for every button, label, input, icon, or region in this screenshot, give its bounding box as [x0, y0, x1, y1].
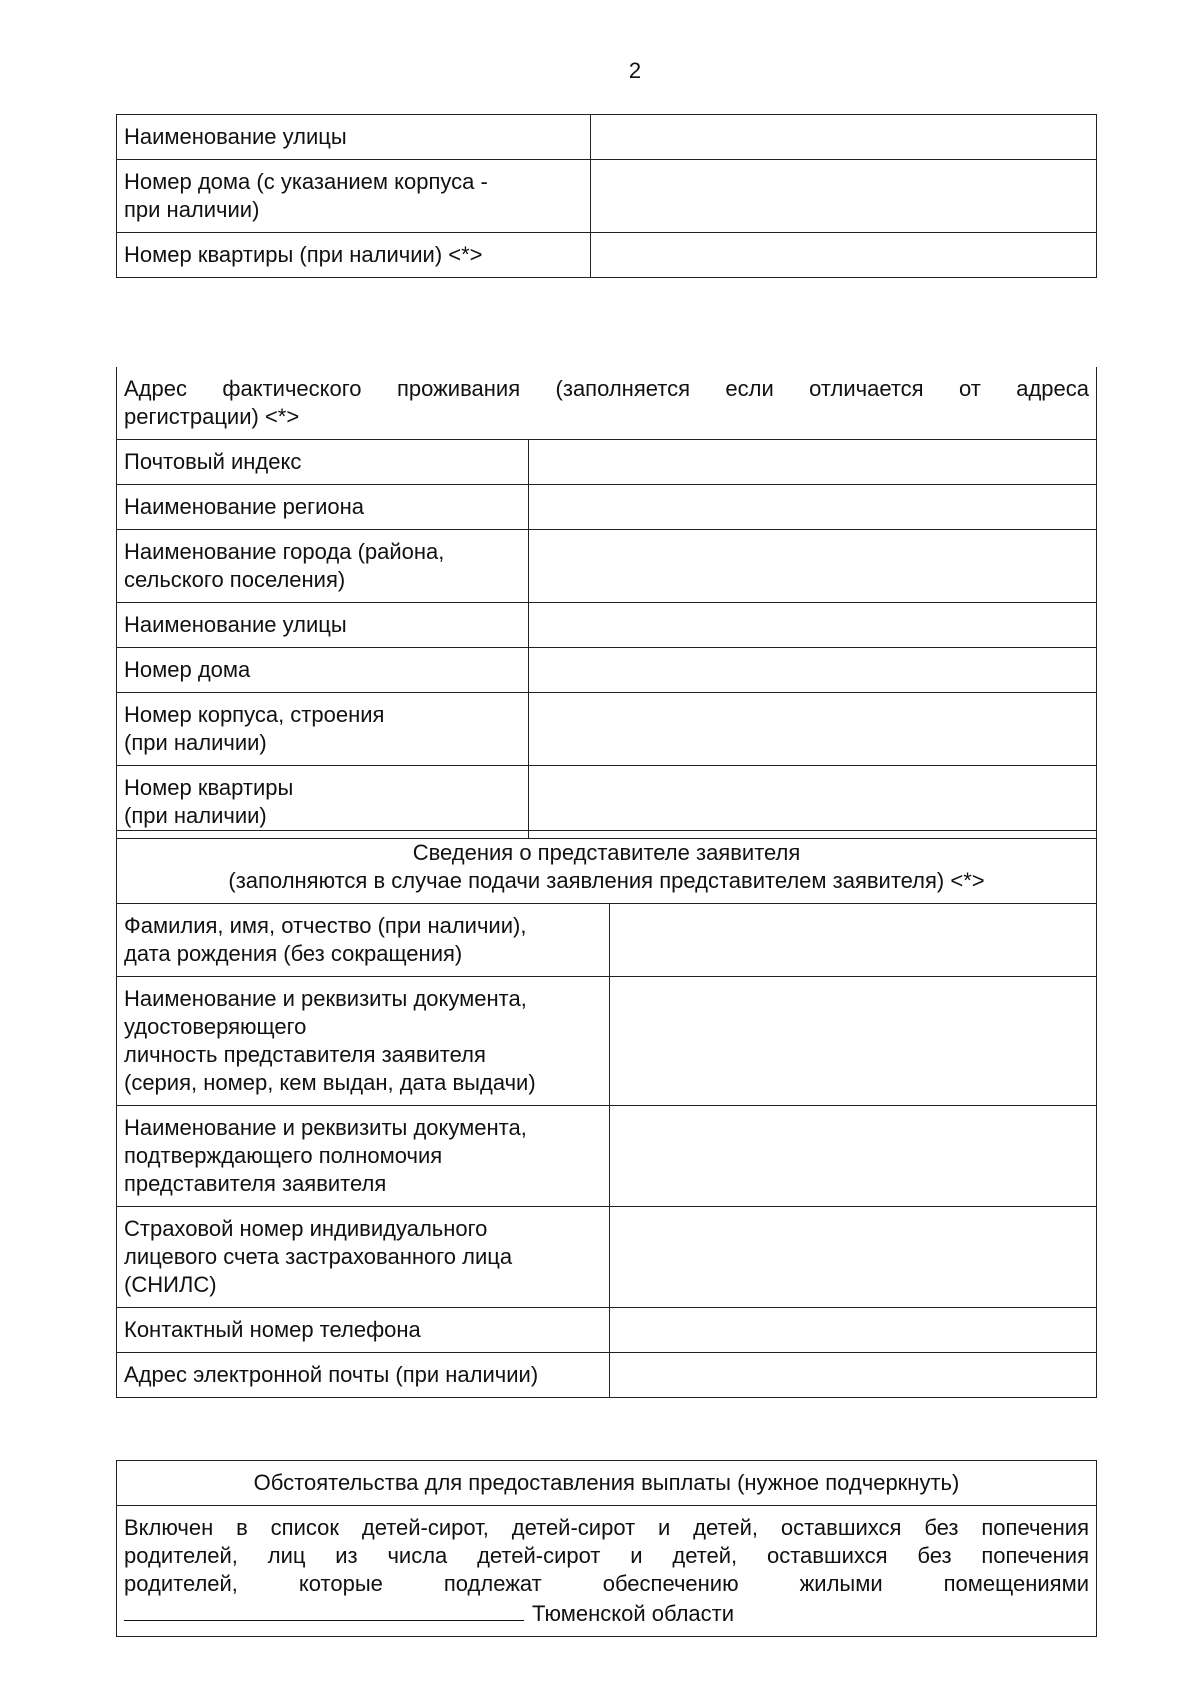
- email-field[interactable]: [610, 1353, 1097, 1398]
- body-line: Включен в список детей-сирот, детей-сирот и детей, оставшихся без попечения: [124, 1515, 1089, 1540]
- section-header-row: [117, 831, 1097, 904]
- city-field[interactable]: [529, 530, 1097, 603]
- field-label: [117, 904, 610, 977]
- table-row: [117, 115, 1097, 160]
- field-label: [117, 693, 529, 766]
- house-number-field[interactable]: [529, 648, 1097, 693]
- snils-field[interactable]: [610, 1207, 1097, 1308]
- apartment-number-field[interactable]: [529, 766, 1097, 839]
- phone-field[interactable]: [610, 1308, 1097, 1353]
- label-line: (при наличии): [124, 730, 267, 755]
- header-line: Адрес фактического проживания (заполняется если отличается от адреса: [124, 376, 1089, 401]
- field-label: Почтовый индекс: [117, 440, 529, 485]
- table-row: [117, 1308, 1097, 1353]
- label-line: Наименование города (района,: [124, 539, 445, 564]
- representative-title: [117, 831, 1097, 904]
- field-label: Номер квартиры (при наличии) <*>: [117, 233, 591, 278]
- label-line: личность представителя заявителя: [124, 1042, 486, 1067]
- field-label: Наименование региона: [117, 485, 529, 530]
- field-label: [117, 530, 529, 603]
- table-row: [117, 977, 1097, 1106]
- street-name-field[interactable]: [529, 603, 1097, 648]
- label-line: дата рождения (без сокращения): [124, 941, 463, 966]
- full-name-field[interactable]: [610, 904, 1097, 977]
- table-row: [117, 766, 1097, 839]
- field-label: Адрес электронной почты (при наличии): [117, 1353, 610, 1398]
- table-row: [117, 160, 1097, 233]
- field-label: Наименование улицы: [117, 603, 529, 648]
- label-line: Наименование и реквизиты документа,: [124, 986, 527, 1011]
- section-header-row: [117, 367, 1097, 440]
- table-row: [117, 603, 1097, 648]
- header-line: регистрации) <*>: [124, 404, 300, 429]
- label-line: лицевого счета застрахованного лица: [124, 1244, 513, 1269]
- body-line: родителей, лиц из числа детей-сирот и детей, оставшихся без попечения: [124, 1543, 1089, 1568]
- label-line: удостоверяющего: [124, 1014, 307, 1039]
- table-row: [117, 648, 1097, 693]
- circumstances-title: Обстоятельства для предоставления выплаты (нужное подчеркнуть): [117, 1461, 1097, 1506]
- field-label: [117, 977, 610, 1106]
- table-row: [117, 440, 1097, 485]
- title-line: Сведения о представителе заявителя: [412, 840, 801, 865]
- table-row: [117, 233, 1097, 278]
- representative-table: [116, 830, 1097, 1398]
- circumstance-option[interactable]: [117, 1506, 1097, 1637]
- table-row: [117, 530, 1097, 603]
- field-label: Номер дома: [117, 648, 529, 693]
- label-line: Номер дома (с указанием корпуса -: [124, 169, 488, 194]
- label-line: при наличии): [124, 197, 260, 222]
- label-line: сельского поселения): [124, 567, 346, 592]
- field-label: [117, 160, 591, 233]
- title-line: (заполняются в случае подачи заявления представителем заявителя) <*>: [228, 868, 985, 893]
- table-row: [117, 904, 1097, 977]
- street-name-field[interactable]: [591, 115, 1097, 160]
- actual-address-table: [116, 367, 1097, 839]
- label-line: (при наличии): [124, 803, 267, 828]
- blank-line[interactable]: [124, 1598, 524, 1621]
- body-line: родителей, которые подлежат обеспечению жилыми помещениями: [124, 1571, 1089, 1596]
- label-line: представителя заявителя: [124, 1171, 387, 1196]
- building-number-field[interactable]: [529, 693, 1097, 766]
- label-line: (СНИЛС): [124, 1272, 217, 1297]
- label-line: Фамилия, имя, отчество (при наличии),: [124, 913, 527, 938]
- label-line: (серия, номер, кем выдан, дата выдачи): [124, 1070, 536, 1095]
- table-row: [117, 485, 1097, 530]
- table-row: [117, 1207, 1097, 1308]
- section-header-row: [117, 1461, 1097, 1506]
- table-row: [117, 693, 1097, 766]
- region-field[interactable]: [529, 485, 1097, 530]
- authority-document-field[interactable]: [610, 1106, 1097, 1207]
- table-row: [117, 1353, 1097, 1398]
- identity-document-field[interactable]: [610, 977, 1097, 1106]
- registration-address-table: [116, 114, 1097, 278]
- label-line: Номер квартиры: [124, 775, 294, 800]
- house-number-field[interactable]: [591, 160, 1097, 233]
- field-label: [117, 1106, 610, 1207]
- page-number: 2: [628, 58, 642, 83]
- table-row: [117, 1506, 1097, 1637]
- region-suffix: Тюменской области: [532, 1601, 735, 1626]
- label-line: Страховой номер индивидуального: [124, 1216, 488, 1241]
- postal-code-field[interactable]: [529, 440, 1097, 485]
- body-line: [124, 1598, 1089, 1628]
- field-label: Контактный номер телефона: [117, 1308, 610, 1353]
- label-line: Наименование и реквизиты документа,: [124, 1115, 527, 1140]
- label-line: подтверждающего полномочия: [124, 1143, 443, 1168]
- actual-address-header: [117, 367, 1097, 440]
- apartment-number-field[interactable]: [591, 233, 1097, 278]
- circumstances-table: [116, 1460, 1097, 1637]
- table-row: [117, 1106, 1097, 1207]
- label-line: Номер корпуса, строения: [124, 702, 385, 727]
- field-label: [117, 766, 529, 839]
- field-label: Наименование улицы: [117, 115, 591, 160]
- field-label: [117, 1207, 610, 1308]
